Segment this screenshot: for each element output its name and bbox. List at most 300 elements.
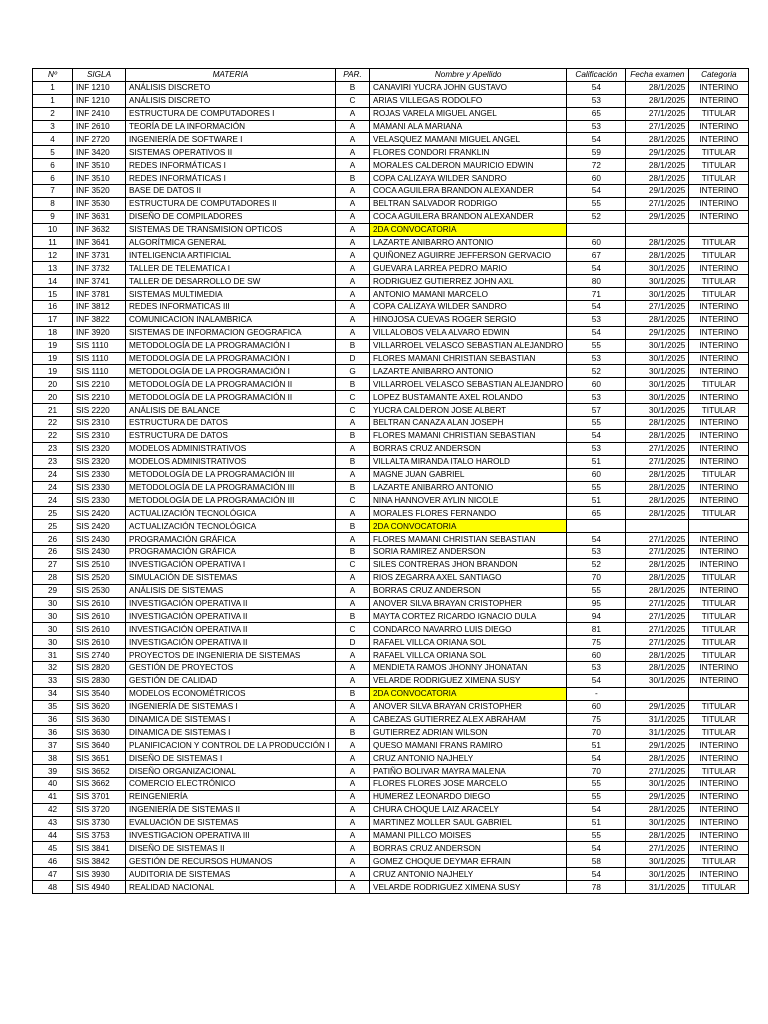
cell-number: 4 [33,133,73,146]
cell-calificacion: 81 [567,623,626,636]
cell-number: 26 [33,533,73,546]
table-row [33,94,749,107]
cell-categoria: TITULAR [689,172,749,185]
table-row [33,597,749,610]
cell-materia: EVALUACIÓN DE SISTEMAS [126,816,336,829]
cell-number: 42 [33,803,73,816]
cell-fecha: 28/1/2025 [626,236,689,249]
cell-number: 27 [33,558,73,571]
cell-categoria: INTERINO [689,777,749,790]
cell-number: 35 [33,700,73,713]
cell-number: 3 [33,120,73,133]
cell-fecha: 30/1/2025 [626,391,689,404]
cell-number: 19 [33,365,73,378]
cell-nombre: VELASQUEZ MAMANI MIGUEL ANGEL [370,133,567,146]
cell-fecha: 28/1/2025 [626,133,689,146]
cell-materia: REDES INFORMATICAS III [126,301,336,314]
cell-materia: ANÁLISIS DE BALANCE [126,404,336,417]
cell-materia: ESTRUCTURA DE DATOS [126,429,336,442]
cell-fecha: 31/1/2025 [626,881,689,894]
cell-sigla: SIS 2320 [73,442,126,455]
cell-calificacion: 54 [567,185,626,198]
cell-nombre: SILES CONTRERAS JHON BRANDON [370,558,567,571]
cell-materia: INTELIGENCIA ARTIFICIAL [126,249,336,262]
table-row [33,481,749,494]
cell-calificacion: 55 [567,790,626,803]
cell-materia: INGENIERÍA DE SISTEMAS II [126,803,336,816]
cell-categoria: TITULAR [689,107,749,120]
cell-number: 43 [33,816,73,829]
cell-calificacion: 55 [567,584,626,597]
cell-paralelo: A [336,120,370,133]
cell-materia: METODOLOGÍA DE LA PROGRAMACIÓN I [126,339,336,352]
cell-materia: MODELOS ADMINISTRATIVOS [126,455,336,468]
cell-sigla: INF 3732 [73,262,126,275]
cell-calificacion: 53 [567,442,626,455]
cell-materia: PROGRAMACIÓN GRÁFICA [126,545,336,558]
cell-fecha: 30/1/2025 [626,339,689,352]
cell-sigla: INF 3632 [73,223,126,236]
cell-materia: SISTEMAS OPERATIVOS II [126,146,336,159]
cell-sigla: SIS 3730 [73,816,126,829]
cell-materia: TEORÍA DE LA INFORMACIÓN [126,120,336,133]
cell-calificacion: 54 [567,842,626,855]
cell-nombre: RAFAEL VILLCA ORIANA SOL [370,636,567,649]
cell-paralelo: A [336,185,370,198]
cell-categoria: INTERINO [689,365,749,378]
table-row [33,120,749,133]
cell-paralelo: A [336,275,370,288]
cell-calificacion: 53 [567,94,626,107]
cell-categoria: INTERINO [689,442,749,455]
cell-sigla: SIS 3662 [73,777,126,790]
cell-number: 48 [33,881,73,894]
cell-fecha: 28/1/2025 [626,584,689,597]
cell-sigla: SIS 2820 [73,661,126,674]
cell-fecha: 30/1/2025 [626,674,689,687]
table-row [33,288,749,301]
cell-categoria [689,520,749,533]
cell-nombre: QUESO MAMANI FRANS RAMIRO [370,739,567,752]
cell-materia: METODOLOGÍA DE LA PROGRAMACIÓN II [126,391,336,404]
col-header-materia: MATERIA [126,69,336,82]
cell-fecha: 28/1/2025 [626,81,689,94]
cell-fecha: 27/1/2025 [626,842,689,855]
cell-calificacion: 72 [567,159,626,172]
cell-paralelo: A [336,442,370,455]
cell-fecha: 27/1/2025 [626,107,689,120]
cell-fecha: 28/1/2025 [626,172,689,185]
cell-categoria: INTERINO [689,790,749,803]
table-row [33,107,749,120]
cell-number: 15 [33,288,73,301]
table-row [33,172,749,185]
cell-nombre: COCA AGUILERA BRANDON ALEXANDER [370,185,567,198]
cell-nombre: GUEVARA LARREA PEDRO MARIO [370,262,567,275]
cell-sigla: SIS 2830 [73,674,126,687]
cell-categoria: TITULAR [689,649,749,662]
cell-materia: SISTEMAS MULTIMEDIA [126,288,336,301]
cell-nombre: COPA CALIZAYA WILDER SANDRO [370,301,567,314]
cell-fecha: 27/1/2025 [626,597,689,610]
cell-fecha: 27/1/2025 [626,765,689,778]
cell-paralelo: A [336,649,370,662]
cell-categoria: TITULAR [689,855,749,868]
cell-nombre: 2DA CONVOCATORIA [370,520,567,533]
cell-categoria: INTERINO [689,391,749,404]
cell-categoria: INTERINO [689,868,749,881]
table-row [33,674,749,687]
table-row [33,700,749,713]
cell-materia: BASE DE DATOS II [126,185,336,198]
cell-calificacion: 54 [567,81,626,94]
cell-paralelo: A [336,288,370,301]
cell-sigla: INF 2720 [73,133,126,146]
cell-nombre: CHURA CHOQUE LAIZ ARACELY [370,803,567,816]
cell-categoria: INTERINO [689,494,749,507]
cell-categoria: INTERINO [689,533,749,546]
cell-number: 6 [33,159,73,172]
col-header-calificacion: Calificación [567,69,626,82]
cell-sigla: INF 1210 [73,81,126,94]
cell-paralelo: A [336,803,370,816]
cell-paralelo: A [336,855,370,868]
cell-nombre: 2DA CONVOCATORIA [370,687,567,700]
cell-fecha: 28/1/2025 [626,558,689,571]
cell-sigla: SIS 3630 [73,713,126,726]
cell-categoria: INTERINO [689,326,749,339]
cell-materia: DINAMICA DE SISTEMAS I [126,726,336,739]
cell-materia: INVESTIGACIÓN OPERATIVA II [126,623,336,636]
col-header-paralelo: PAR. [336,69,370,82]
cell-paralelo: A [336,597,370,610]
cell-number: 19 [33,339,73,352]
table-row [33,713,749,726]
cell-sigla: SIS 3630 [73,726,126,739]
cell-fecha: 28/1/2025 [626,468,689,481]
cell-sigla: SIS 2320 [73,455,126,468]
cell-sigla: INF 3781 [73,288,126,301]
cell-calificacion: 60 [567,378,626,391]
cell-nombre: RAFAEL VILLCA ORIANA SOL [370,649,567,662]
cell-paralelo: A [336,777,370,790]
cell-sigla: SIS 2610 [73,597,126,610]
cell-sigla: SIS 4940 [73,881,126,894]
cell-number: 36 [33,726,73,739]
cell-calificacion: 54 [567,868,626,881]
cell-paralelo: A [336,571,370,584]
cell-materia: SIMULACIÓN DE SISTEMAS [126,571,336,584]
cell-fecha: 27/1/2025 [626,533,689,546]
cell-fecha: 27/1/2025 [626,455,689,468]
cell-paralelo: B [336,545,370,558]
table-row [33,558,749,571]
results-table [32,68,749,894]
cell-categoria: INTERINO [689,133,749,146]
cell-nombre: GOMEZ CHOQUE DEYMAR EFRAIN [370,855,567,868]
cell-nombre: LAZARTE ANIBARRO ANTONIO [370,481,567,494]
cell-paralelo: B [336,610,370,623]
cell-materia: SISTEMAS DE TRANSMISION OPTICOS [126,223,336,236]
table-row [33,455,749,468]
cell-fecha: 28/1/2025 [626,507,689,520]
col-header-fecha: Fecha examen [626,69,689,82]
col-header-sigla: SIGLA [73,69,126,82]
cell-nombre: FLORES MAMANI CHRISTIAN SEBASTIAN [370,429,567,442]
cell-categoria: INTERINO [689,829,749,842]
table-row [33,352,749,365]
table-row [33,765,749,778]
cell-calificacion: 52 [567,365,626,378]
cell-materia: ALGORÍTMICA GENERAL [126,236,336,249]
cell-materia: GESTIÓN DE RECURSOS HUMANOS [126,855,336,868]
cell-materia: METODOLOGÍA DE LA PROGRAMACIÓN III [126,481,336,494]
cell-nombre: COPA CALIZAYA WILDER SANDRO [370,172,567,185]
cell-nombre: ARIAS VILLEGAS RODOLFO [370,94,567,107]
cell-sigla: INF 3822 [73,313,126,326]
cell-fecha: 29/1/2025 [626,146,689,159]
cell-calificacion: 55 [567,197,626,210]
cell-paralelo: B [336,726,370,739]
cell-materia: ACTUALIZACIÓN TECNOLÓGICA [126,520,336,533]
cell-fecha: 28/1/2025 [626,649,689,662]
cell-number: 40 [33,777,73,790]
cell-number: 24 [33,468,73,481]
cell-sigla: SIS 2520 [73,571,126,584]
cell-calificacion: 54 [567,533,626,546]
cell-paralelo: A [336,133,370,146]
cell-fecha: 28/1/2025 [626,494,689,507]
cell-sigla: SIS 3720 [73,803,126,816]
cell-materia: TALLER DE DESARROLLO DE SW [126,275,336,288]
cell-nombre: ANOVER SILVA BRAYAN CRISTOPHER [370,597,567,610]
cell-number: 30 [33,623,73,636]
cell-materia: ESTRUCTURA DE DATOS [126,417,336,430]
cell-nombre: VELARDE RODRIGUEZ XIMENA SUSY [370,674,567,687]
cell-number: 25 [33,520,73,533]
table-row [33,494,749,507]
cell-sigla: SIS 2420 [73,507,126,520]
cell-calificacion: 60 [567,236,626,249]
cell-nombre: LOPEZ BUSTAMANTE AXEL ROLANDO [370,391,567,404]
cell-sigla: SIS 2430 [73,533,126,546]
cell-calificacion: - [567,687,626,700]
cell-paralelo: A [336,533,370,546]
cell-categoria: INTERINO [689,185,749,198]
cell-sigla: SIS 3701 [73,790,126,803]
cell-fecha: 29/1/2025 [626,700,689,713]
cell-materia: INVESTIGACIÓN OPERATIVA II [126,636,336,649]
cell-paralelo: A [336,236,370,249]
cell-paralelo: C [336,558,370,571]
cell-categoria: INTERINO [689,558,749,571]
cell-calificacion: 55 [567,777,626,790]
cell-nombre: MAYTA CORTEZ RICARDO IGNACIO DULA [370,610,567,623]
cell-paralelo: A [336,326,370,339]
cell-fecha: 30/1/2025 [626,275,689,288]
cell-categoria: INTERINO [689,661,749,674]
cell-number: 34 [33,687,73,700]
cell-categoria: INTERINO [689,842,749,855]
cell-fecha: 30/1/2025 [626,868,689,881]
cell-nombre: VILLALTA MIRANDA ITALO HAROLD [370,455,567,468]
cell-calificacion: 65 [567,507,626,520]
cell-nombre: MAGNE JUAN GABRIEL [370,468,567,481]
cell-sigla: INF 3510 [73,159,126,172]
cell-fecha: 30/1/2025 [626,365,689,378]
cell-nombre: GUTIERREZ ADRIAN WILSON [370,726,567,739]
table-row [33,842,749,855]
cell-number: 46 [33,855,73,868]
cell-categoria: TITULAR [689,236,749,249]
cell-calificacion: 51 [567,739,626,752]
cell-categoria: INTERINO [689,545,749,558]
cell-sigla: SIS 2510 [73,558,126,571]
cell-number: 41 [33,790,73,803]
cell-calificacion: 53 [567,313,626,326]
table-row [33,468,749,481]
cell-sigla: SIS 2430 [73,545,126,558]
cell-nombre: MARTINEZ MOLLER SAUL GABRIEL [370,816,567,829]
cell-nombre: CABEZAS GUTIERREZ ALEX ABRAHAM [370,713,567,726]
cell-number: 8 [33,197,73,210]
cell-number: 37 [33,739,73,752]
cell-categoria: INTERINO [689,262,749,275]
cell-fecha: 31/1/2025 [626,726,689,739]
cell-materia: INVESTIGACIÓN OPERATIVA II [126,597,336,610]
cell-materia: SISTEMAS DE INFORMACION GEOGRAFICA [126,326,336,339]
cell-materia: METODOLOGÍA DE LA PROGRAMACIÓN III [126,468,336,481]
cell-fecha: 29/1/2025 [626,210,689,223]
cell-number: 33 [33,674,73,687]
cell-calificacion: 51 [567,455,626,468]
cell-calificacion: 58 [567,855,626,868]
cell-materia: REDES INFORMÁTICAS I [126,159,336,172]
cell-sigla: INF 1210 [73,94,126,107]
table-row [33,159,749,172]
cell-paralelo: B [336,339,370,352]
cell-calificacion: 54 [567,326,626,339]
cell-paralelo: B [336,378,370,391]
col-header-categoria: Categoria [689,69,749,82]
cell-sigla: INF 3631 [73,210,126,223]
cell-number: 32 [33,661,73,674]
table-row [33,661,749,674]
cell-categoria: INTERINO [689,301,749,314]
table-row [33,404,749,417]
table-row [33,855,749,868]
cell-fecha: 28/1/2025 [626,829,689,842]
table-row [33,339,749,352]
cell-calificacion: 53 [567,661,626,674]
cell-paralelo: A [336,223,370,236]
cell-materia: REINGENIERÍA [126,790,336,803]
cell-nombre: RODRIGUEZ GUTIERREZ JOHN AXL [370,275,567,288]
table-row [33,391,749,404]
cell-materia: ANÁLISIS DE SISTEMAS [126,584,336,597]
cell-sigla: SIS 2420 [73,520,126,533]
cell-sigla: SIS 3652 [73,765,126,778]
cell-sigla: SIS 2330 [73,494,126,507]
cell-nombre: MAMANI PILLCO MOISES [370,829,567,842]
cell-nombre: NINA HANNOVER AYLIN NICOLE [370,494,567,507]
cell-nombre: CONDARCO NAVARRO LUIS DIEGO [370,623,567,636]
cell-paralelo: A [336,107,370,120]
cell-materia: COMUNICACION INALAMBRICA [126,313,336,326]
cell-nombre: RIOS ZEGARRA AXEL SANTIAGO [370,571,567,584]
table-row [33,417,749,430]
cell-categoria: INTERINO [689,803,749,816]
cell-calificacion: 53 [567,120,626,133]
cell-categoria: TITULAR [689,378,749,391]
cell-fecha: 28/1/2025 [626,313,689,326]
cell-nombre: FLORES MAMANI CHRISTIAN SEBASTIAN [370,533,567,546]
cell-categoria: INTERINO [689,455,749,468]
cell-materia: MODELOS ECONOMÉTRICOS [126,687,336,700]
cell-materia: PLANIFICACION Y CONTROL DE LA PRODUCCIÓN I [126,739,336,752]
cell-materia: GESTIÓN DE CALIDAD [126,674,336,687]
cell-categoria: TITULAR [689,159,749,172]
cell-materia: METODOLOGÍA DE LA PROGRAMACIÓN I [126,365,336,378]
cell-number: 14 [33,275,73,288]
cell-number: 26 [33,545,73,558]
cell-fecha: 27/1/2025 [626,545,689,558]
cell-number: 19 [33,352,73,365]
table-row [33,262,749,275]
cell-calificacion: 54 [567,262,626,275]
cell-paralelo: B [336,455,370,468]
cell-materia: METODOLOGÍA DE LA PROGRAMACIÓN III [126,494,336,507]
cell-sigla: INF 2610 [73,120,126,133]
cell-paralelo: A [336,210,370,223]
cell-sigla: INF 3641 [73,236,126,249]
cell-materia: ANÁLISIS DISCRETO [126,81,336,94]
cell-calificacion: 54 [567,752,626,765]
table-row [33,301,749,314]
cell-number: 30 [33,610,73,623]
table-row [33,571,749,584]
cell-sigla: SIS 2310 [73,417,126,430]
cell-fecha: 28/1/2025 [626,159,689,172]
cell-number: 1 [33,81,73,94]
cell-number: 28 [33,571,73,584]
cell-sigla: SIS 2530 [73,584,126,597]
cell-calificacion: 53 [567,391,626,404]
cell-materia: ESTRUCTURA DE COMPUTADORES I [126,107,336,120]
cell-nombre: LAZARTE ANIBARRO ANTONIO [370,365,567,378]
cell-number: 36 [33,713,73,726]
cell-nombre: BELTRAN SALVADOR RODRIGO [370,197,567,210]
table-row [33,520,749,533]
col-header-number: Nº [33,69,73,82]
cell-fecha: 27/1/2025 [626,301,689,314]
cell-materia: REALIDAD NACIONAL [126,881,336,894]
cell-number: 24 [33,481,73,494]
cell-categoria: INTERINO [689,120,749,133]
cell-paralelo: C [336,623,370,636]
cell-number: 2 [33,107,73,120]
cell-paralelo: A [336,868,370,881]
cell-number: 21 [33,404,73,417]
cell-categoria: INTERINO [689,197,749,210]
table-row [33,442,749,455]
cell-calificacion: 59 [567,146,626,159]
cell-nombre: VILLALOBOS VELA ALVARO EDWIN [370,326,567,339]
table-row [33,545,749,558]
table-row [33,816,749,829]
cell-nombre: FLORES MAMANI CHRISTIAN SEBASTIAN [370,352,567,365]
cell-categoria: INTERINO [689,816,749,829]
